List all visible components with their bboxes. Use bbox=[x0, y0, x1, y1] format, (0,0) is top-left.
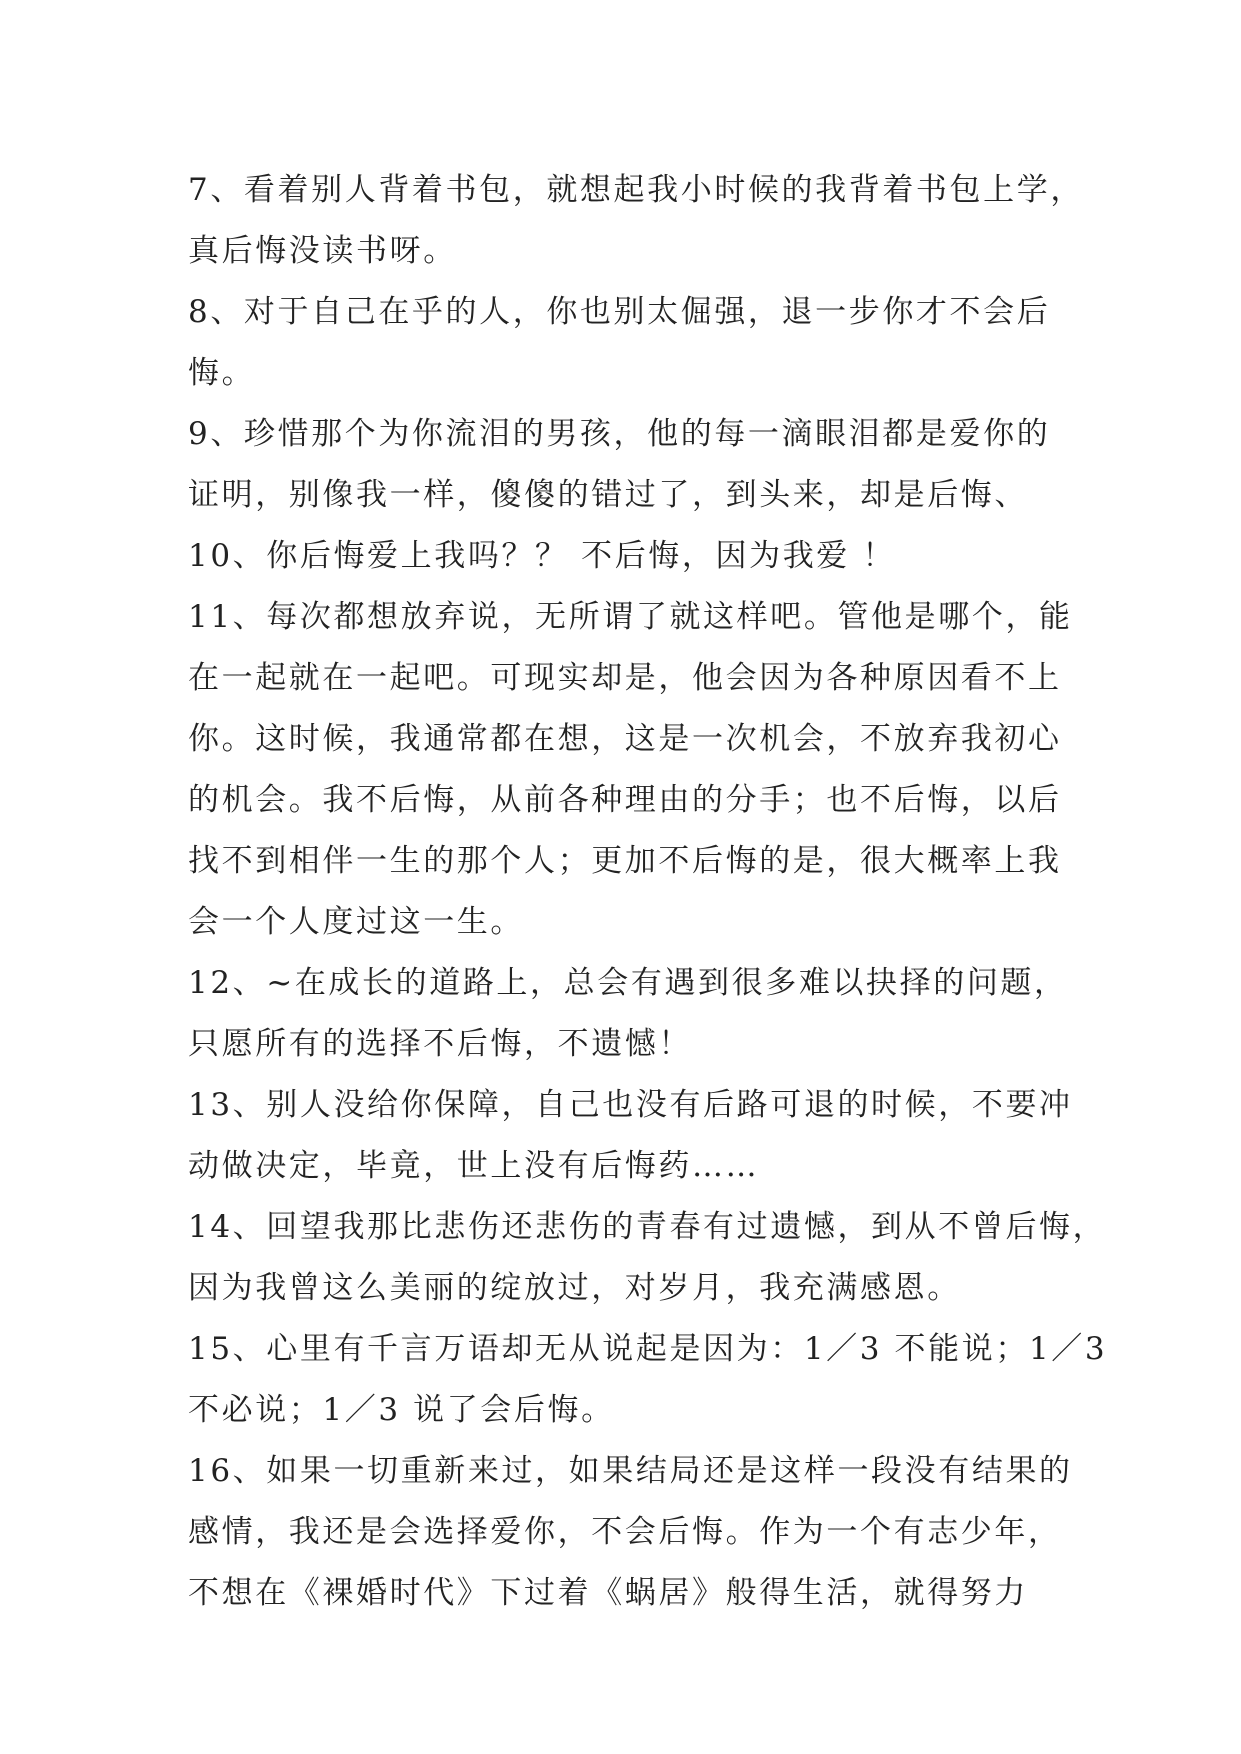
text-line: 证明，别像我一样，傻傻的错过了，到头来，却是后悔、 bbox=[188, 477, 1028, 513]
text-line: 8、对于自己在乎的人，你也别太倔强，退一步你才不会后 bbox=[188, 294, 1051, 330]
text-line: 只愿所有的选择不后悔，不遗憾！ bbox=[188, 1026, 692, 1062]
text-line: 动做决定，毕竟，世上没有后悔药…… bbox=[188, 1148, 760, 1184]
text-line: 因为我曾这么美丽的绽放过，对岁月，我充满感恩。 bbox=[188, 1270, 961, 1306]
text-line: 14、回望我那比悲伤还悲伤的青春有过遗憾，到从不曾后悔， bbox=[188, 1209, 1107, 1245]
text-line: 15、心里有千言万语却无从说起是因为：1／3 不能说；1／3 bbox=[188, 1331, 1108, 1367]
text-line: 10、你后悔爱上我吗？？ 不后悔，因为我爱 ！ bbox=[188, 538, 896, 574]
text-line: 不想在《裸婚时代》下过着《蜗居》般得生活，就得努力 bbox=[188, 1575, 1028, 1611]
text-line: 在一起就在一起吧。可现实却是，他会因为各种原因看不上 bbox=[188, 660, 1062, 696]
text-line: 16、如果一切重新来过，如果结局还是这样一段没有结果的 bbox=[188, 1453, 1073, 1489]
text-line: 会一个人度过这一生。 bbox=[188, 904, 524, 940]
text-line: 找不到相伴一生的那个人；更加不后悔的是，很大概率上我 bbox=[188, 843, 1062, 879]
document-body bbox=[188, 160, 1108, 1624]
text-line: 的机会。我不后悔，从前各种理由的分手；也不后悔，以后 bbox=[188, 782, 1062, 818]
text-line: 你。这时候，我通常都在想，这是一次机会，不放弃我初心 bbox=[188, 721, 1062, 757]
text-line: 12、~在成长的道路上，总会有遇到很多难以抉择的问题， bbox=[188, 965, 1068, 1001]
text-line: 真后悔没读书呀。 bbox=[188, 233, 457, 269]
text-line: 悔。 bbox=[188, 355, 256, 391]
text-line: 13、别人没给你保障，自己也没有后路可退的时候，不要冲 bbox=[188, 1087, 1073, 1123]
text-line: 11、每次都想放弃说，无所谓了就这样吧。管他是哪个，能 bbox=[188, 599, 1073, 635]
text-line: 感情，我还是会选择爱你，不会后悔。作为一个有志少年， bbox=[188, 1514, 1062, 1550]
text-line: 不必说；1／3 说了会后悔。 bbox=[188, 1392, 615, 1428]
text-line: 7、看着别人背着书包，就想起我小时候的我背着书包上学， bbox=[188, 172, 1084, 208]
text-line: 9、珍惜那个为你流泪的男孩，他的每一滴眼泪都是爱你的 bbox=[188, 416, 1051, 452]
